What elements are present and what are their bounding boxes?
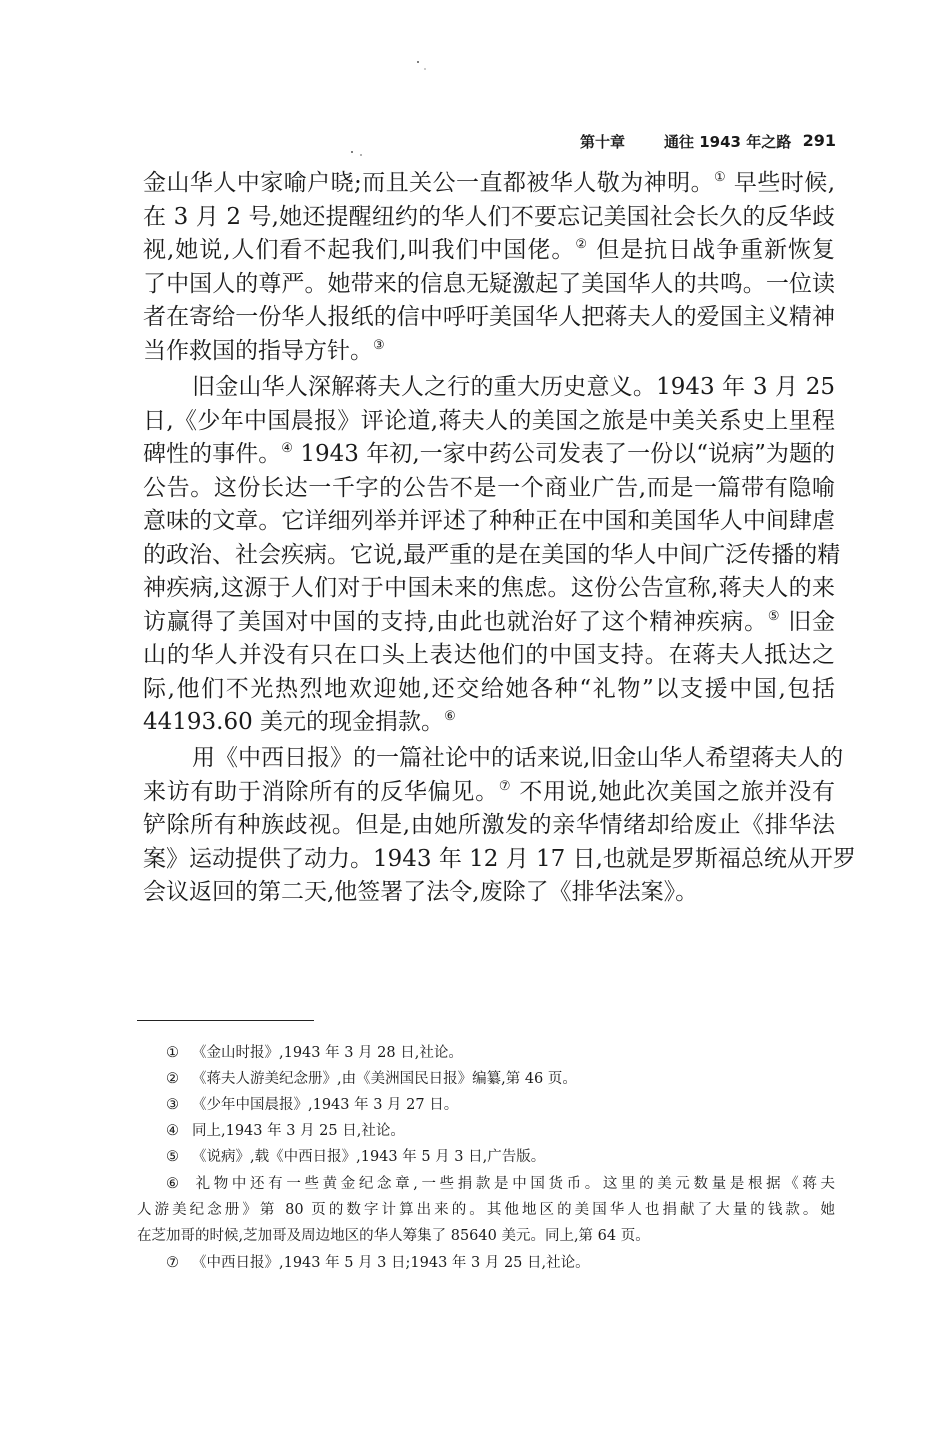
body-line bbox=[143, 607, 835, 637]
body-line bbox=[143, 877, 835, 907]
footnote-number: ⑦ bbox=[166, 1255, 179, 1271]
chapter-title: 通往 1943 年之路 bbox=[664, 133, 792, 151]
footnote-text: 《蒋夫人游美纪念册》,由《美洲国民日报》编纂,第 46 页。 bbox=[192, 1071, 577, 1087]
footnote-text: 同上,1943 年 3 月 25 日,社论。 bbox=[192, 1123, 405, 1139]
body-line bbox=[143, 777, 835, 807]
footnote-ref: ③ bbox=[373, 338, 385, 353]
body-line bbox=[143, 439, 835, 469]
body-line-text: 金山华人中家喻户晓;而且关公一直都被华人敬为神明。 bbox=[143, 170, 715, 196]
body-line-text: 早些时候, bbox=[726, 170, 836, 196]
body-line bbox=[143, 406, 835, 436]
body-line bbox=[143, 573, 835, 603]
body-line bbox=[192, 372, 835, 402]
body-line bbox=[143, 810, 835, 840]
page-number: 291 bbox=[802, 131, 836, 150]
footnote-number: ① bbox=[166, 1045, 179, 1061]
body-line-text: 但是抗日战争重新恢复 bbox=[588, 237, 836, 263]
footnote-text: 礼物中还有一些黄金纪念章,一些捐款是中国货币。这里的美元数量是根据《蒋夫 bbox=[192, 1176, 835, 1192]
footnote bbox=[166, 1173, 835, 1195]
body-line bbox=[143, 235, 835, 265]
footnote-number: ⑥ bbox=[166, 1176, 179, 1192]
body-line-text: 视,她说,人们看不起我们,叫我们中国佬。 bbox=[143, 237, 576, 263]
footnote-ref: ⑥ bbox=[444, 709, 456, 724]
footnote-number: ③ bbox=[166, 1097, 179, 1113]
footnote-number: ② bbox=[166, 1071, 179, 1087]
footnote-text: 《金山时报》,1943 年 3 月 28 日,社论。 bbox=[192, 1045, 463, 1061]
footnote bbox=[166, 1094, 835, 1116]
body-line-text: 44193.60 美元的现金捐款。 bbox=[143, 709, 445, 735]
footnote-ref: ① bbox=[714, 170, 727, 185]
footnote bbox=[166, 1042, 835, 1064]
footnote-continuation: 在芝加哥的时候,芝加哥及周边地区的华人筹集了 85640 美元。同上,第 64 页。 bbox=[137, 1228, 650, 1244]
scan-speck bbox=[424, 68, 426, 70]
body-line-text: 者在寄给一份华人报纸的信中呼吁美国华人把蒋夫人的爱国主义精神 bbox=[143, 304, 835, 330]
footnote bbox=[166, 1146, 835, 1168]
footnote-text: 《中西日报》,1943 年 5 月 3 日;1943 年 3 月 25 日,社论。 bbox=[192, 1255, 590, 1271]
footnote bbox=[166, 1252, 835, 1274]
scan-speck bbox=[351, 151, 353, 153]
body-line-text: 不用说,她此次美国之旅并没有 bbox=[511, 779, 836, 805]
body-line bbox=[143, 336, 835, 366]
footnote-number: ④ bbox=[166, 1123, 179, 1139]
body-line bbox=[143, 640, 835, 670]
body-line-text: 访赢得了美国对中国的支持,由此也就治好了这个精神疾病。 bbox=[143, 609, 768, 635]
body-line-text: 会议返回的第二天,他签署了法令,废除了《排华法案》。 bbox=[143, 879, 699, 905]
body-line-text: 碑性的事件。 bbox=[143, 441, 282, 467]
body-line-text: 来访有助于消除所有的反华偏见。 bbox=[143, 779, 499, 805]
body-line-text: 铲除所有种族歧视。但是,由她所激发的亲华情绪却给废止《排华法 bbox=[143, 812, 835, 838]
body-line-text: 旧金山华人深解蒋夫人之行的重大历史意义。1943 年 3 月 25 bbox=[192, 374, 835, 400]
footnote-text: 《少年中国晨报》,1943 年 3 月 27 日。 bbox=[192, 1097, 459, 1113]
running-header bbox=[560, 131, 836, 153]
body-line-text: 1943 年初,一家中药公司发表了一份以“说病”为题的 bbox=[292, 441, 836, 467]
footnote-text: 《说病》,载《中西日报》,1943 年 5 月 3 日,广告版。 bbox=[192, 1149, 546, 1165]
body-line bbox=[143, 707, 835, 737]
footnote bbox=[166, 1068, 835, 1090]
body-line-text: 用《中西日报》的一篇社论中的话来说,旧金山华人希望蒋夫人的 bbox=[192, 745, 844, 771]
body-line-text: 案》运动提供了动力。1943 年 12 月 17 日,也就是罗斯福总统从开罗 bbox=[143, 846, 856, 872]
body-line-text: 当作救国的指导方针。 bbox=[143, 338, 373, 364]
scan-speck bbox=[360, 154, 362, 156]
footnote-ref: ② bbox=[575, 237, 588, 252]
body-line bbox=[192, 743, 844, 773]
body-line bbox=[143, 302, 835, 332]
body-line-text: 公告。这份长达一千字的公告不是一个商业广告,而是一篇带有隐喻 bbox=[143, 475, 835, 501]
body-line bbox=[143, 202, 835, 232]
chapter-label: 第十章 bbox=[580, 133, 626, 151]
body-line bbox=[143, 844, 856, 874]
footnote bbox=[166, 1120, 835, 1142]
footnote-ref: ⑤ bbox=[767, 609, 781, 624]
body-line bbox=[143, 168, 835, 198]
footnote-number: ⑤ bbox=[166, 1149, 179, 1165]
body-line-text: 山的华人并没有只在口头上表达他们的中国支持。在蒋夫人抵达之 bbox=[143, 642, 835, 668]
scan-speck bbox=[417, 61, 419, 63]
body-line-text: 的政治、社会疾病。它说,最严重的是在美国的华人中间广泛传播的精 bbox=[143, 542, 841, 568]
body-line-text: 意味的文章。它详细列举并评述了种种正在中国和美国华人中间肆虐 bbox=[143, 508, 835, 534]
footnote-separator bbox=[137, 1020, 314, 1021]
body-line-text: 了中国人的尊严。她带来的信息无疑激起了美国华人的共鸣。一位读 bbox=[143, 271, 835, 297]
body-line bbox=[143, 269, 835, 299]
body-line-text: 际,他们不光热烈地欢迎她,还交给她各种“礼物”以支援中国,包括 bbox=[143, 676, 835, 702]
body-line-text: 神疾病,这源于人们对于中国未来的焦虑。这份公告宣称,蒋夫人的来 bbox=[143, 575, 835, 601]
body-line bbox=[143, 674, 835, 704]
body-line-text: 在 3 月 2 号,她还提醒纽约的华人们不要忘记美国社会长久的反华歧 bbox=[143, 204, 835, 230]
footnote-continuation: 人游美纪念册》第 80 页的数字计算出来的。其他地区的美国华人也捐献了大量的钱款。她 bbox=[137, 1202, 835, 1218]
body-line-text: 旧金 bbox=[780, 609, 836, 635]
body-line-text: 日,《少年中国晨报》评论道,蒋夫人的美国之旅是中美关系史上里程 bbox=[143, 408, 835, 434]
body-line bbox=[143, 473, 835, 503]
footnote-ref: ④ bbox=[281, 441, 293, 456]
footnote-ref: ⑦ bbox=[498, 779, 512, 794]
body-line bbox=[143, 506, 835, 536]
body-line bbox=[143, 540, 841, 570]
